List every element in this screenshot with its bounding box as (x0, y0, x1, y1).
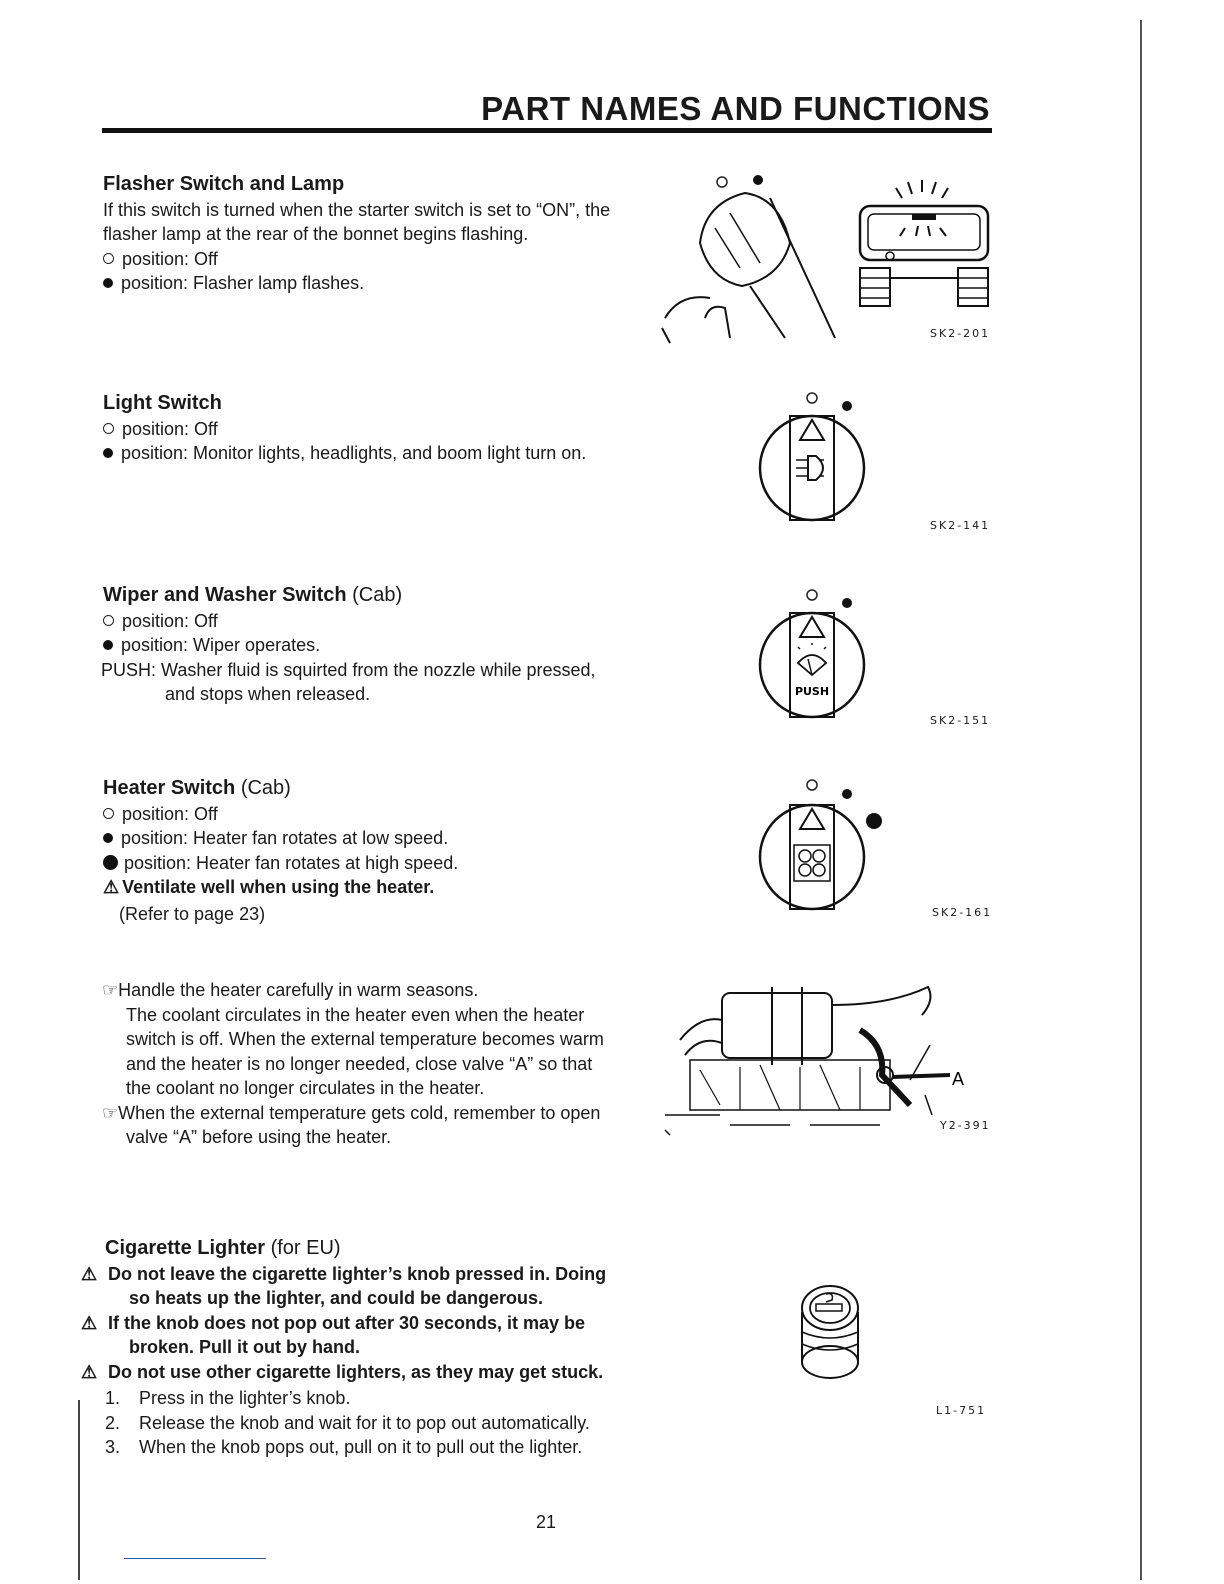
step-text: Release the knob and wait for it to pop out automatically. (139, 1412, 590, 1433)
section-lighter (81, 1236, 630, 1460)
heater-note-1-lead: Handle the heater carefully in warm seasons. (118, 980, 479, 1000)
lighter-warning-3-text: Do not use other cigarette lighters, as they may get stuck. (108, 1361, 604, 1382)
step-number: 3. (105, 1437, 121, 1457)
page-right-border (1140, 20, 1142, 1580)
heater-heading-suffix: (Cab) (240, 777, 291, 799)
wiper-switch-dial (750, 585, 880, 725)
lighter-warning-2: ⚠ If the knob does not pop out after 30 seconds, it may be broken. Pull it out by hand. (81, 1312, 586, 1357)
hand-pointer-icon: ☞ (102, 980, 119, 1000)
wiper-off-text: position: Off (122, 610, 218, 631)
page-number: 21 (536, 1512, 557, 1532)
push-label: PUSH (794, 685, 830, 698)
step-text: Press in the lighter’s knob. (139, 1388, 351, 1408)
flasher-text: If this switch is turned when the starter switch is set to “ON”, the flasher lamp at the rear of the bonnet begins flashing. (103, 199, 611, 244)
lighter-fig-code: L1-751 (936, 1404, 987, 1417)
lighter-warning-2-text: If the knob does not pop out after 30 seconds, it may be broken. Pull it out by hand. (108, 1312, 586, 1357)
wiper-heading-text: Wiper and Washer Switch (103, 584, 347, 606)
light-off (103, 417, 633, 442)
title-rule (102, 128, 992, 133)
filled-circle-icon (103, 640, 113, 650)
heater-low (103, 826, 633, 851)
heater-note-1-body: The coolant circulates in the heater even when the heater switch is off. When the external temperature becomes warm and the heater is no longer needed, close valve “A” so that the coolant no longer circulates in the heater. (126, 1004, 604, 1098)
flasher-off (103, 247, 633, 272)
heater-refer: (Refer to page 23) (119, 903, 266, 924)
large-filled-circle-icon (103, 855, 118, 870)
section-heater (103, 776, 633, 926)
open-circle-icon (103, 423, 114, 434)
light-on (103, 441, 633, 466)
flasher-off-text: position: Off (122, 248, 218, 269)
section-heater-notes (102, 978, 622, 1150)
heater-switch-dial (750, 775, 890, 915)
warning-icon: ⚠ (103, 877, 120, 897)
wiper-push-line2: and stops when released. (165, 684, 371, 704)
light-heading: Light Switch (103, 392, 222, 414)
wiper-heading-suffix: (Cab) (352, 584, 403, 606)
filled-circle-icon (103, 278, 113, 288)
heater-warning (103, 875, 633, 900)
lighter-steps (105, 1386, 630, 1460)
heater-off-text: position: Off (122, 803, 218, 824)
wiper-fig-code: SK2-151 (930, 714, 991, 727)
step-number: 2. (105, 1412, 121, 1433)
lighter-heading-suffix: (for EU) (270, 1237, 341, 1259)
wiper-push-line1: PUSH: Washer fluid is squirted from the nozzle while pressed, (101, 659, 596, 680)
hand-pointer-icon: ☞ (102, 1102, 119, 1123)
wiper-off (103, 609, 633, 634)
lighter-warning-3: ⚠ Do not use other cigarette lighters, as they may get stuck. (81, 1361, 604, 1382)
filled-circle-icon (103, 833, 113, 843)
lighter-warning-1-text: Do not leave the cigarette lighter’s knob pressed in. Doing so heats up the lighter, and could be dangerous. (108, 1263, 607, 1308)
flasher-heading: Flasher Switch and Lamp (103, 173, 345, 195)
valve-a-label: A (952, 1069, 965, 1089)
section-flasher (103, 172, 633, 296)
heater-low-text: position: Heater fan rotates at low speed. (121, 828, 449, 848)
heater-heading (103, 776, 633, 801)
light-fig-code: SK2-141 (930, 519, 991, 532)
heater-off (103, 802, 633, 827)
heater-fig-code: SK2-161 (932, 906, 993, 919)
heater-warning-text: Ventilate well when using the heater. (122, 877, 435, 897)
lighter-step (105, 1435, 630, 1460)
wiper-on-text: position: Wiper operates. (121, 635, 321, 655)
flasher-switch-illustration (650, 168, 1000, 348)
open-circle-icon (103, 808, 114, 819)
section-wiper (103, 583, 633, 707)
heater-high-text: position: Heater fan rotates at high speed. (124, 852, 459, 873)
light-switch-dial (750, 388, 880, 528)
flasher-on-text: position: Flasher lamp flashes. (121, 273, 365, 293)
page-title: PART NAMES AND FUNCTIONS (481, 90, 990, 127)
heater-note-2-text: When the external temperature gets cold, remember to open valve “A” before using the heater. (118, 1102, 601, 1147)
heater-note-2 (102, 1101, 622, 1150)
heater-valve-fig-code: Y2-391 (940, 1119, 991, 1132)
light-off-text: position: Off (122, 418, 218, 439)
heater-note-1 (102, 978, 622, 1003)
footer-line (124, 1558, 266, 1559)
section-light (103, 391, 633, 466)
heater-heading-text: Heater Switch (103, 777, 236, 799)
light-on-text: position: Monitor lights, headlights, and boom light turn on. (121, 443, 587, 463)
open-circle-icon (103, 615, 114, 626)
lighter-heading (105, 1236, 630, 1261)
heater-high (103, 851, 633, 876)
flasher-on (103, 271, 633, 296)
wiper-heading (103, 583, 633, 608)
page-left-border (78, 1400, 80, 1580)
cigarette-lighter-illustration (788, 1282, 878, 1392)
flasher-fig-code: SK2-201 (930, 327, 991, 340)
open-circle-icon (103, 253, 114, 264)
filled-circle-icon (103, 448, 113, 458)
lighter-heading-text: Cigarette Lighter (105, 1237, 266, 1259)
step-text: When the knob pops out, pull on it to pull out the lighter. (139, 1437, 583, 1457)
lighter-step (105, 1386, 630, 1411)
step-number: 1. (105, 1388, 121, 1408)
wiper-on (103, 633, 633, 658)
lighter-step (105, 1411, 630, 1436)
lighter-warning-1: ⚠ Do not leave the cigarette lighter’s knob pressed in. Doing so heats up the lighter, and could be dangerous. (81, 1263, 607, 1308)
